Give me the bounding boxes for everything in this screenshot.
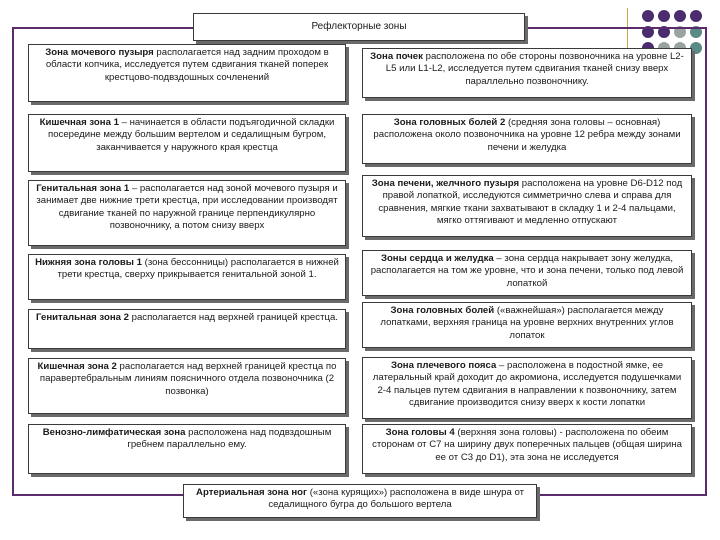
- zone-box-head-4: [362, 424, 692, 474]
- zone-key: Кишечная зона 2: [37, 361, 117, 372]
- zone-box-shoulder: [362, 357, 692, 419]
- zone-desc: расположена над подвздошным гребнем параллельно ему.: [127, 427, 332, 451]
- decor-dot: [658, 10, 670, 22]
- decor-dot: [642, 10, 654, 22]
- zone-key: Артериальная зона ног: [196, 487, 308, 498]
- zone-box-kidneys: [362, 48, 692, 98]
- zone-box-arterial-legs: [183, 484, 537, 518]
- zone-box-genital-1: [28, 180, 346, 246]
- zone-desc: (средняя зона головы – основная) расположена около позвоночника на уровне 12 ребра между зонами печени и желудка: [373, 117, 681, 153]
- zone-box-headache-main: [362, 302, 692, 348]
- zone-box-headache-2: [362, 114, 692, 164]
- zone-box-intestine-1: [28, 114, 346, 172]
- zone-key: Зона головных болей 2: [393, 117, 506, 128]
- zone-box-bladder: [28, 44, 346, 102]
- zone-desc: располагается над верхней границей крестца.: [128, 312, 338, 323]
- zone-desc: расположена по обе стороны позвоночника на уровне L2-L5 или L1-L2, исследуется путем сдвигания тканей снизу вверх параллельно позвоночнику.: [385, 51, 684, 87]
- zone-key: Зона плечевого пояса: [390, 360, 497, 371]
- decor-dot: [690, 10, 702, 22]
- zone-box-lower-head-1: [28, 254, 346, 300]
- zone-key: Зона печени, желчного пузыря: [371, 178, 520, 189]
- zone-box-genital-2: [28, 309, 346, 349]
- zone-desc: – располагается над зоной мочевого пузыря и занимает две нижние трети крестца, при исследовании производят сдвигание тканей по наружной границе перпендикулярно позвоночнику, а потом снизу вверх: [36, 183, 338, 232]
- zone-key: Зона мочевого пузыря: [45, 47, 154, 58]
- zone-key: Кишечная зона 1: [39, 117, 119, 128]
- zone-desc: (верхняя зона головы) - расположена по обеим сторонам от C7 на ширину двух поперечных пальцев (общая ширина ее от C3 до D1), эта зона не исследуется: [372, 427, 682, 463]
- zone-key: Нижняя зона головы 1: [35, 257, 142, 268]
- zone-key: Генитальная зона 2: [36, 312, 129, 323]
- zone-desc: – начинается в области подъягодичной складки посередине между большим вертелом и седалищным бугром, заканчивается у наружного края крестца: [48, 117, 335, 153]
- zone-box-veno-lymph: [28, 424, 346, 474]
- zone-key: Зона головных болей: [390, 305, 495, 316]
- zone-desc: (зона бессонницы) располагается в нижней трети крестца, сверху прикрывается генитальной зоной 1.: [57, 257, 339, 281]
- zone-key: Венозно-лимфатическая зона: [42, 427, 186, 438]
- zone-desc: – расположена в подостной ямке, ее латеральный край доходит до акромиона, исследуется подушечками 2-4 пальцев путем сдвигания в направлении к позвоночнику, затем сдвигание производится снизу вверх к кости лопатки: [372, 360, 682, 409]
- connector-left: [12, 27, 14, 496]
- zone-key: Зоны сердца и желудка: [380, 253, 494, 264]
- decor-dot: [674, 10, 686, 22]
- zone-key: Зона почек: [370, 51, 423, 62]
- diagram-title: Рефлекторные зоны: [193, 13, 525, 41]
- zone-key: Генитальная зона 1: [36, 183, 130, 194]
- zone-desc: («зона курящих») расположена в виде шнура от седалищного бугра до большого вертела: [268, 487, 524, 511]
- zone-box-liver: [362, 175, 692, 237]
- zone-box-heart-stomach: [362, 250, 692, 296]
- zone-box-intestine-2: [28, 358, 346, 414]
- connector-right: [705, 27, 707, 496]
- zone-desc: – зона сердца накрывает зону желудка, располагается на том же уровне, что и зона печени, только под левой лопаткой: [370, 253, 684, 289]
- zone-desc: располагается над задним проходом в области копчика, исследуется путем сдвигания тканей поперек крестцово-подвздошных сочленений: [45, 47, 329, 83]
- zone-desc: расположена на уровне D6-D12 под правой лопаткой, исследуются симметрично слева и справа для сравнения, мягкие ткани захватывают в складку 1 и 2-4 пальцами, мягко оттягивают и медленно отпускают: [378, 178, 683, 227]
- zone-desc: («важнейшая») располагается между лопатками, верхняя граница на уровне верхних внутренних углов лопаток: [380, 305, 674, 341]
- zone-key: Зона головы 4: [385, 427, 455, 438]
- zone-desc: располагается над верхней границей крестца по паравертебральным линиям поясничного отдела позвоночника (2 позвонка): [39, 361, 337, 397]
